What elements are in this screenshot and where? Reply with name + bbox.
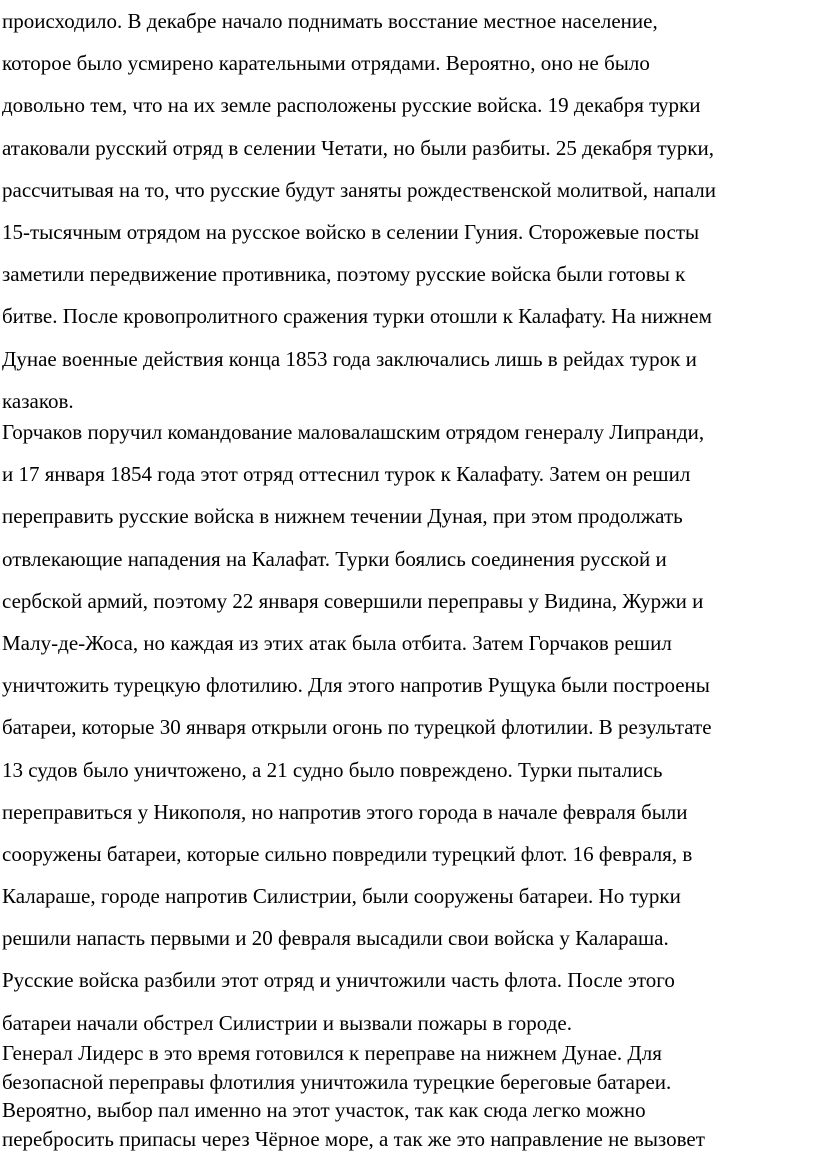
text-line: батареи начали обстрел Силистрии и вызвали пожары в городе. — [2, 1010, 572, 1035]
text-line: переправить русские войска в нижнем течении Дуная, при этом продолжать — [2, 504, 683, 529]
paragraph-3 — [2, 1039, 816, 1153]
text-line: уничтожить турецкую флотилию. Для этого напротив Рущука были построены — [2, 673, 710, 698]
text-line: Малу-де-Жоса, но каждая из этих атак была отбита. Затем Горчаков решил — [2, 630, 672, 655]
text-line: сооружены батареи, которые сильно повредили турецкий флот. 16 февраля, в — [2, 841, 693, 866]
text-line: битве. После кровопролитного сражения турки отошли к Калафату. На нижнем — [2, 304, 712, 329]
paragraph-1 — [2, 0, 816, 422]
paragraph-2 — [2, 411, 816, 1044]
text-line: перебросить припасы через Чёрное море, а так же это направление не вызовет — [2, 1126, 705, 1151]
text-line: Дунае военные действия конца 1853 года заключались лишь в рейдах турок и — [2, 346, 697, 371]
text-line: 13 судов было уничтожено, а 21 судно было повреждено. Турки пытались — [2, 757, 663, 782]
text-line: Горчаков поручил командование маловалашским отрядом генералу Липранди, — [2, 420, 705, 444]
text-line: рассчитывая на то, что русские будут заняты рождественской молитвой, напали — [2, 177, 716, 202]
text-line: сербской армий, поэтому 22 января совершили переправы у Видина, Журжи и — [2, 588, 704, 613]
text-line: довольно тем, что на их земле расположены русские войска. 19 декабря турки — [2, 93, 701, 118]
text-line: Калараше, городе напротив Силистрии, были сооружены батареи. Но турки — [2, 884, 681, 909]
text-line: и 17 января 1854 года этот отряд оттеснил турок к Калафату. Затем он решил — [2, 462, 691, 487]
text-line: Русские войска разбили этот отряд и уничтожили часть флота. После этого — [2, 968, 675, 993]
text-line: атаковали русский отряд в селении Четати, но были разбиты. 25 декабря турки, — [2, 135, 714, 160]
text-line: переправиться у Никополя, но напротив этого города в начале февраля были — [2, 799, 688, 824]
text-line: которое было усмирено карательными отрядами. Вероятно, оно не было — [2, 51, 650, 76]
text-line: заметили передвижение противника, поэтому русские войска были готовы к — [2, 262, 686, 287]
text-line: безопасной переправы флотилия уничтожила турецкие береговые батареи. — [2, 1069, 672, 1094]
text-line: батареи, которые 30 января открыли огонь по турецкой флотилии. В результате — [2, 715, 712, 740]
text-line: Генерал Лидерс в это время готовился к переправе на нижнем Дунае. Для — [2, 1041, 662, 1065]
text-line: решили напасть первыми и 20 февраля высадили свои войска у Калараша. — [2, 926, 669, 951]
text-line: 15-тысячным отрядом на русское войско в селении Гуния. Сторожевые посты — [2, 219, 700, 244]
text-line: Вероятно, выбор пал именно на этот участок, так как сюда легко можно — [2, 1098, 646, 1122]
text-line: происходило. В декабре начало поднимать восстание местное население, — [2, 9, 658, 33]
text-line: казаков. — [2, 388, 74, 413]
text-line: отвлекающие нападения на Калафат. Турки боялись соединения русской и — [2, 546, 667, 571]
